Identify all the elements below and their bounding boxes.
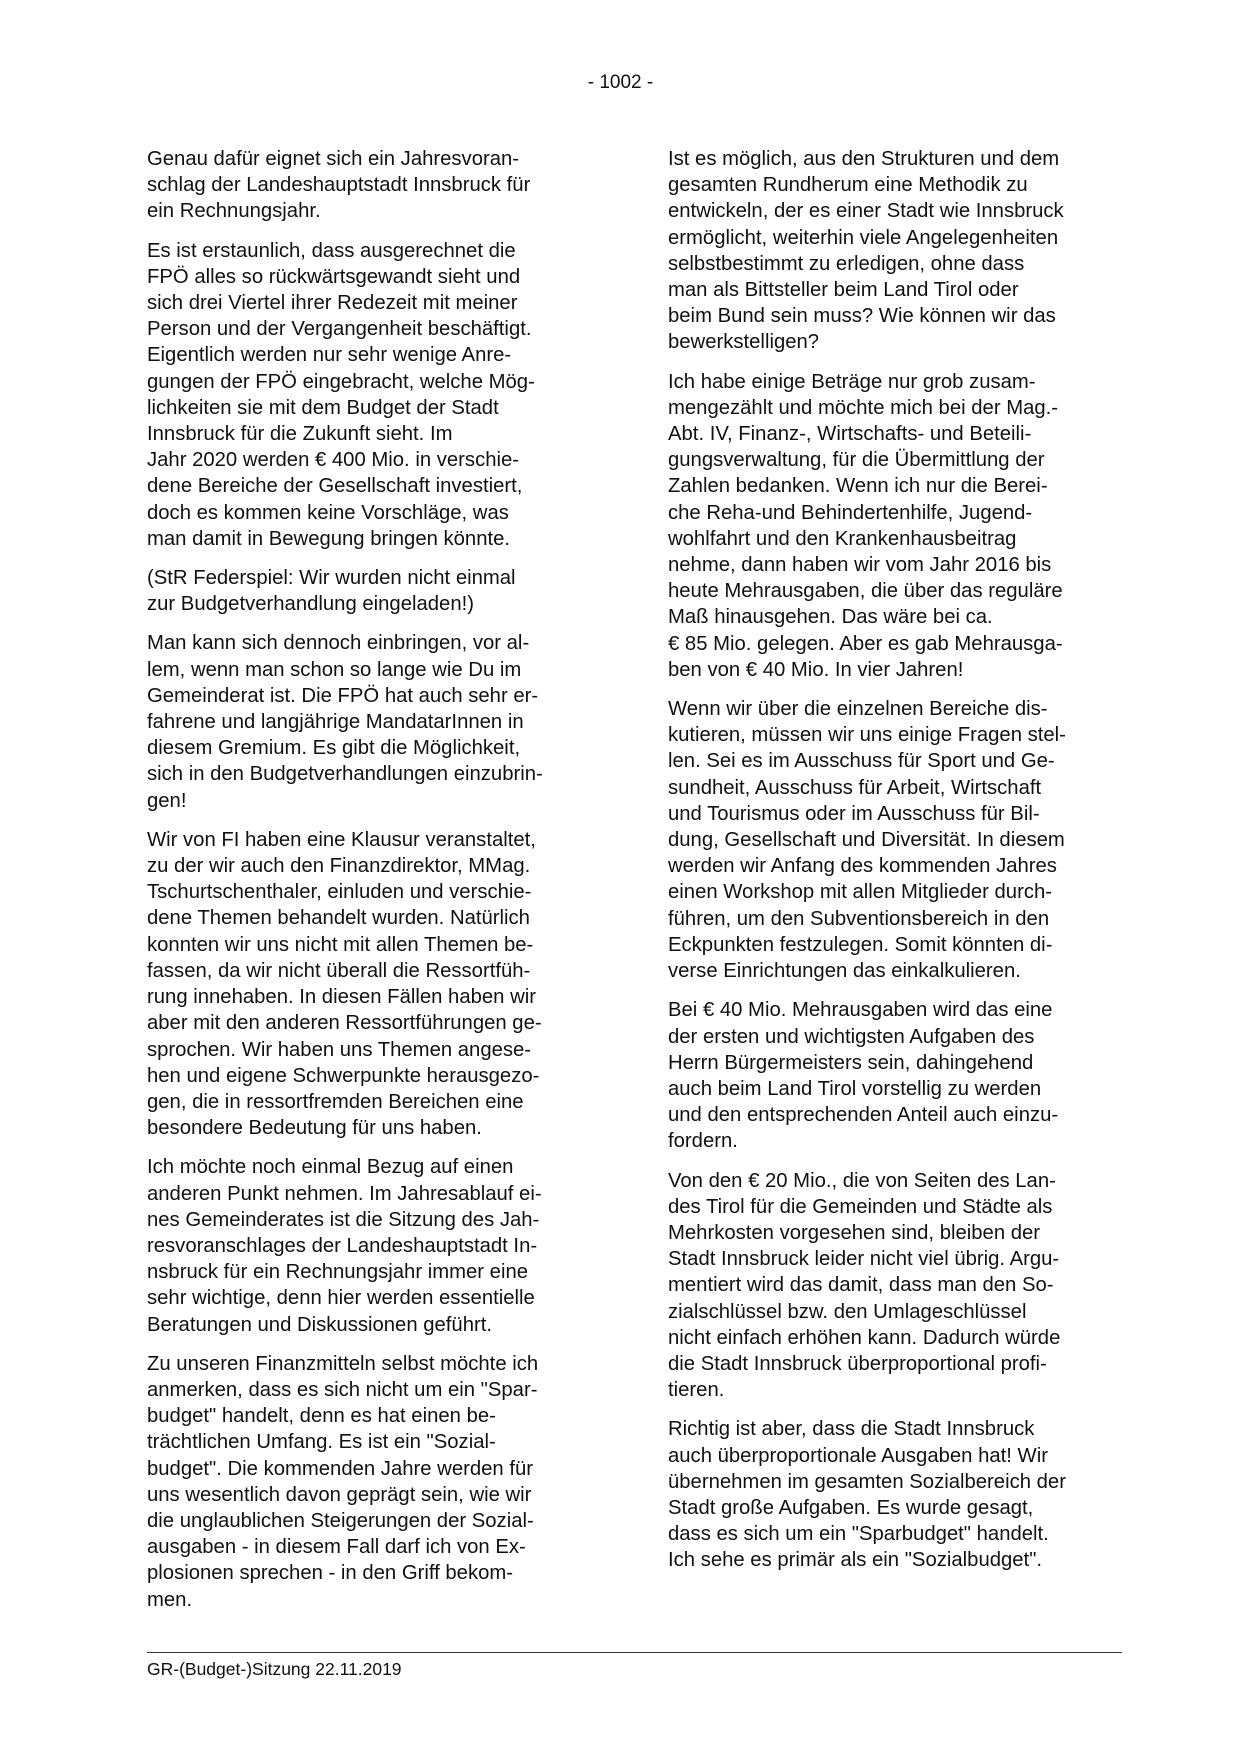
paragraph: Ist es möglich, aus den Strukturen und dem gesamten Rundherum eine Methodik zu entwickeln, der es einer Stadt wie Innsbruck ermöglicht, weiterhin viele Angelegenheiten selbstbestimmt zu erledigen, ohne dass man als Bittsteller beim Land Tirol oder beim Bund sein muss? Wie können wir das bewerkstelligen? — [668, 148, 1064, 354]
paragraph: Wenn wir über die einzelnen Bereiche dis- kutieren, müssen wir uns einige Fragen stel- len. Sei es im Ausschuss für Sport und Ge- sundheit, Ausschuss für Arbeit, Wirtschaft und Tourismus oder im Ausschuss für Bil- dung, Gesellschaft und Diversität. In diesem werden wir Anfang des kommenden Jahres einen Workshop mit allen Mitglieder durch- führen, um den Subventionsbereich in den Eckpunkten festzulegen. Somit könnten di- verse Einrichtungen das einkalkulieren. — [668, 698, 1066, 983]
paragraph: Genau dafür eignet sich ein Jahresvoran- schlag der Landeshauptstadt Innsbruck für ein Rechnungsjahr. — [147, 148, 531, 223]
footer-session-label: GR-(Budget-)Sitzung 22.11.2019 — [147, 1659, 402, 1679]
paragraph: Zu unseren Finanzmitteln selbst möchte ich anmerken, dass es sich nicht um ein "Spar- budget" handelt, denn es hat einen be- trächtlichen Umfang. Es ist ein "Sozial- budget". Die kommenden Jahre werden für uns wesentlich davon geprägt sein, wie wir die unglaublichen Steigerungen der Sozial- ausgaben - in diesem Fall darf ich von Ex- plosionen sprechen - in den Griff bekom- men. — [147, 1352, 539, 1611]
right-column — [668, 146, 1109, 1587]
paragraph: Ich habe einige Beträge nur grob zusam- mengezählt und möchte mich bei der Mag.- Abt. IV, Finanz-, Wirtschafts- und Beteili- gungsverwaltung, für die Übermittlung der Zahlen bedanken. Wenn ich nur die Berei- che Reha-und Behindertenhilfe, Jugend- wohlfahrt und den Krankenhausbeitrag nehme, dann haben wir vom Jahr 2016 bis heute Mehrausgaben, die über das reguläre Maß hinausgehen. Das wäre bei ca. € 85 Mio. gelegen. Aber es gab Mehrausga- ben von € 40 Mio. In vier Jahren! — [668, 370, 1063, 681]
paragraph: Ich möchte noch einmal Bezug auf einen anderen Punkt nehmen. Im Jahresablauf ei- nes Gemeinderates ist die Sitzung des Jah- resvoranschlages der Landeshauptstadt In- nsbruck für ein Rechnungsjahr immer eine sehr wichtige, denn hier werden essentielle Beratungen und Diskussionen geführt. — [147, 1156, 542, 1336]
paragraph: (StR Federspiel: Wir wurden nicht einmal zur Budgetverhandlung eingeladen!) — [147, 567, 516, 616]
footer-divider — [147, 1652, 1122, 1653]
paragraph: Richtig ist aber, dass die Stadt Innsbruck auch überproportionale Ausgaben hat! Wir übernehmen im gesamten Sozialbereich der Stadt große Aufgaben. Es wurde gesagt, dass es sich um ein "Sparbudget" handelt. Ich sehe es primär als ein "Sozialbudget". — [668, 1418, 1066, 1572]
paragraph: Wir von FI haben eine Klausur veranstaltet, zu der wir auch den Finanzdirektor, MMag. Tschurtschenthaler, einluden und verschie- dene Themen behandelt wurden. Natürlich konnten wir uns nicht mit allen Themen be- fassen, da wir nicht überall die Ressortfüh- rung innehaben. In diesen Fällen haben wir aber mit den anderen Ressortführungen ge- sprochen. Wir haben uns Themen angese- hen und eigene Schwerpunkte herausgezo- gen, die in ressortfremden Bereichen eine besondere Bedeutung für uns haben. — [147, 828, 542, 1140]
paragraph: Man kann sich dennoch einbringen, vor al- lem, wenn man schon so lange wie Du im Gemeinderat ist. Die FPÖ hat auch sehr er- fahrene und langjährige MandatarInnen in diesem Gremium. Es gibt die Möglichkeit, sich in den Budgetverhandlungen einzubrin- gen! — [147, 632, 543, 812]
paragraph: Es ist erstaunlich, dass ausgerechnet die FPÖ alles so rückwärtsgewandt sieht und sich drei Viertel ihrer Redezeit mit meiner Person und der Vergangenheit beschäftigt. Eigentlich werden nur sehr wenige Anre- gungen der FPÖ eingebracht, welche Mög- lichkeiten sie mit dem Budget der Stadt Innsbruck für die Zukunft sieht. Im Jahr 2020 werden € 400 Mio. in verschie- dene Bereiche der Gesellschaft investiert, doch es kommen keine Vorschläge, was man damit in Bewegung bringen könnte. — [147, 239, 535, 550]
left-column — [147, 146, 588, 1626]
paragraph: Bei € 40 Mio. Mehrausgaben wird das eine der ersten und wichtigsten Aufgaben des Herrn Bürgermeisters sein, dahingehend auch beim Land Tirol vorstellig zu werden und den entsprechenden Anteil auch einzu- fordern. — [668, 999, 1059, 1153]
page-number: - 1002 - — [587, 72, 654, 93]
paragraph: Von den € 20 Mio., die von Seiten des Lan- des Tirol für die Gemeinden und Städte als Mehrkosten vorgesehen sind, bleiben der Stadt Innsbruck leider nicht viel übrig. Argu- mentiert wird das damit, dass man den So- zialschlüssel bzw. den Umlageschlüssel nicht einfach erhöhen kann. Dadurch würde die Stadt Innsbruck überproportional profi- tieren. — [668, 1169, 1061, 1402]
